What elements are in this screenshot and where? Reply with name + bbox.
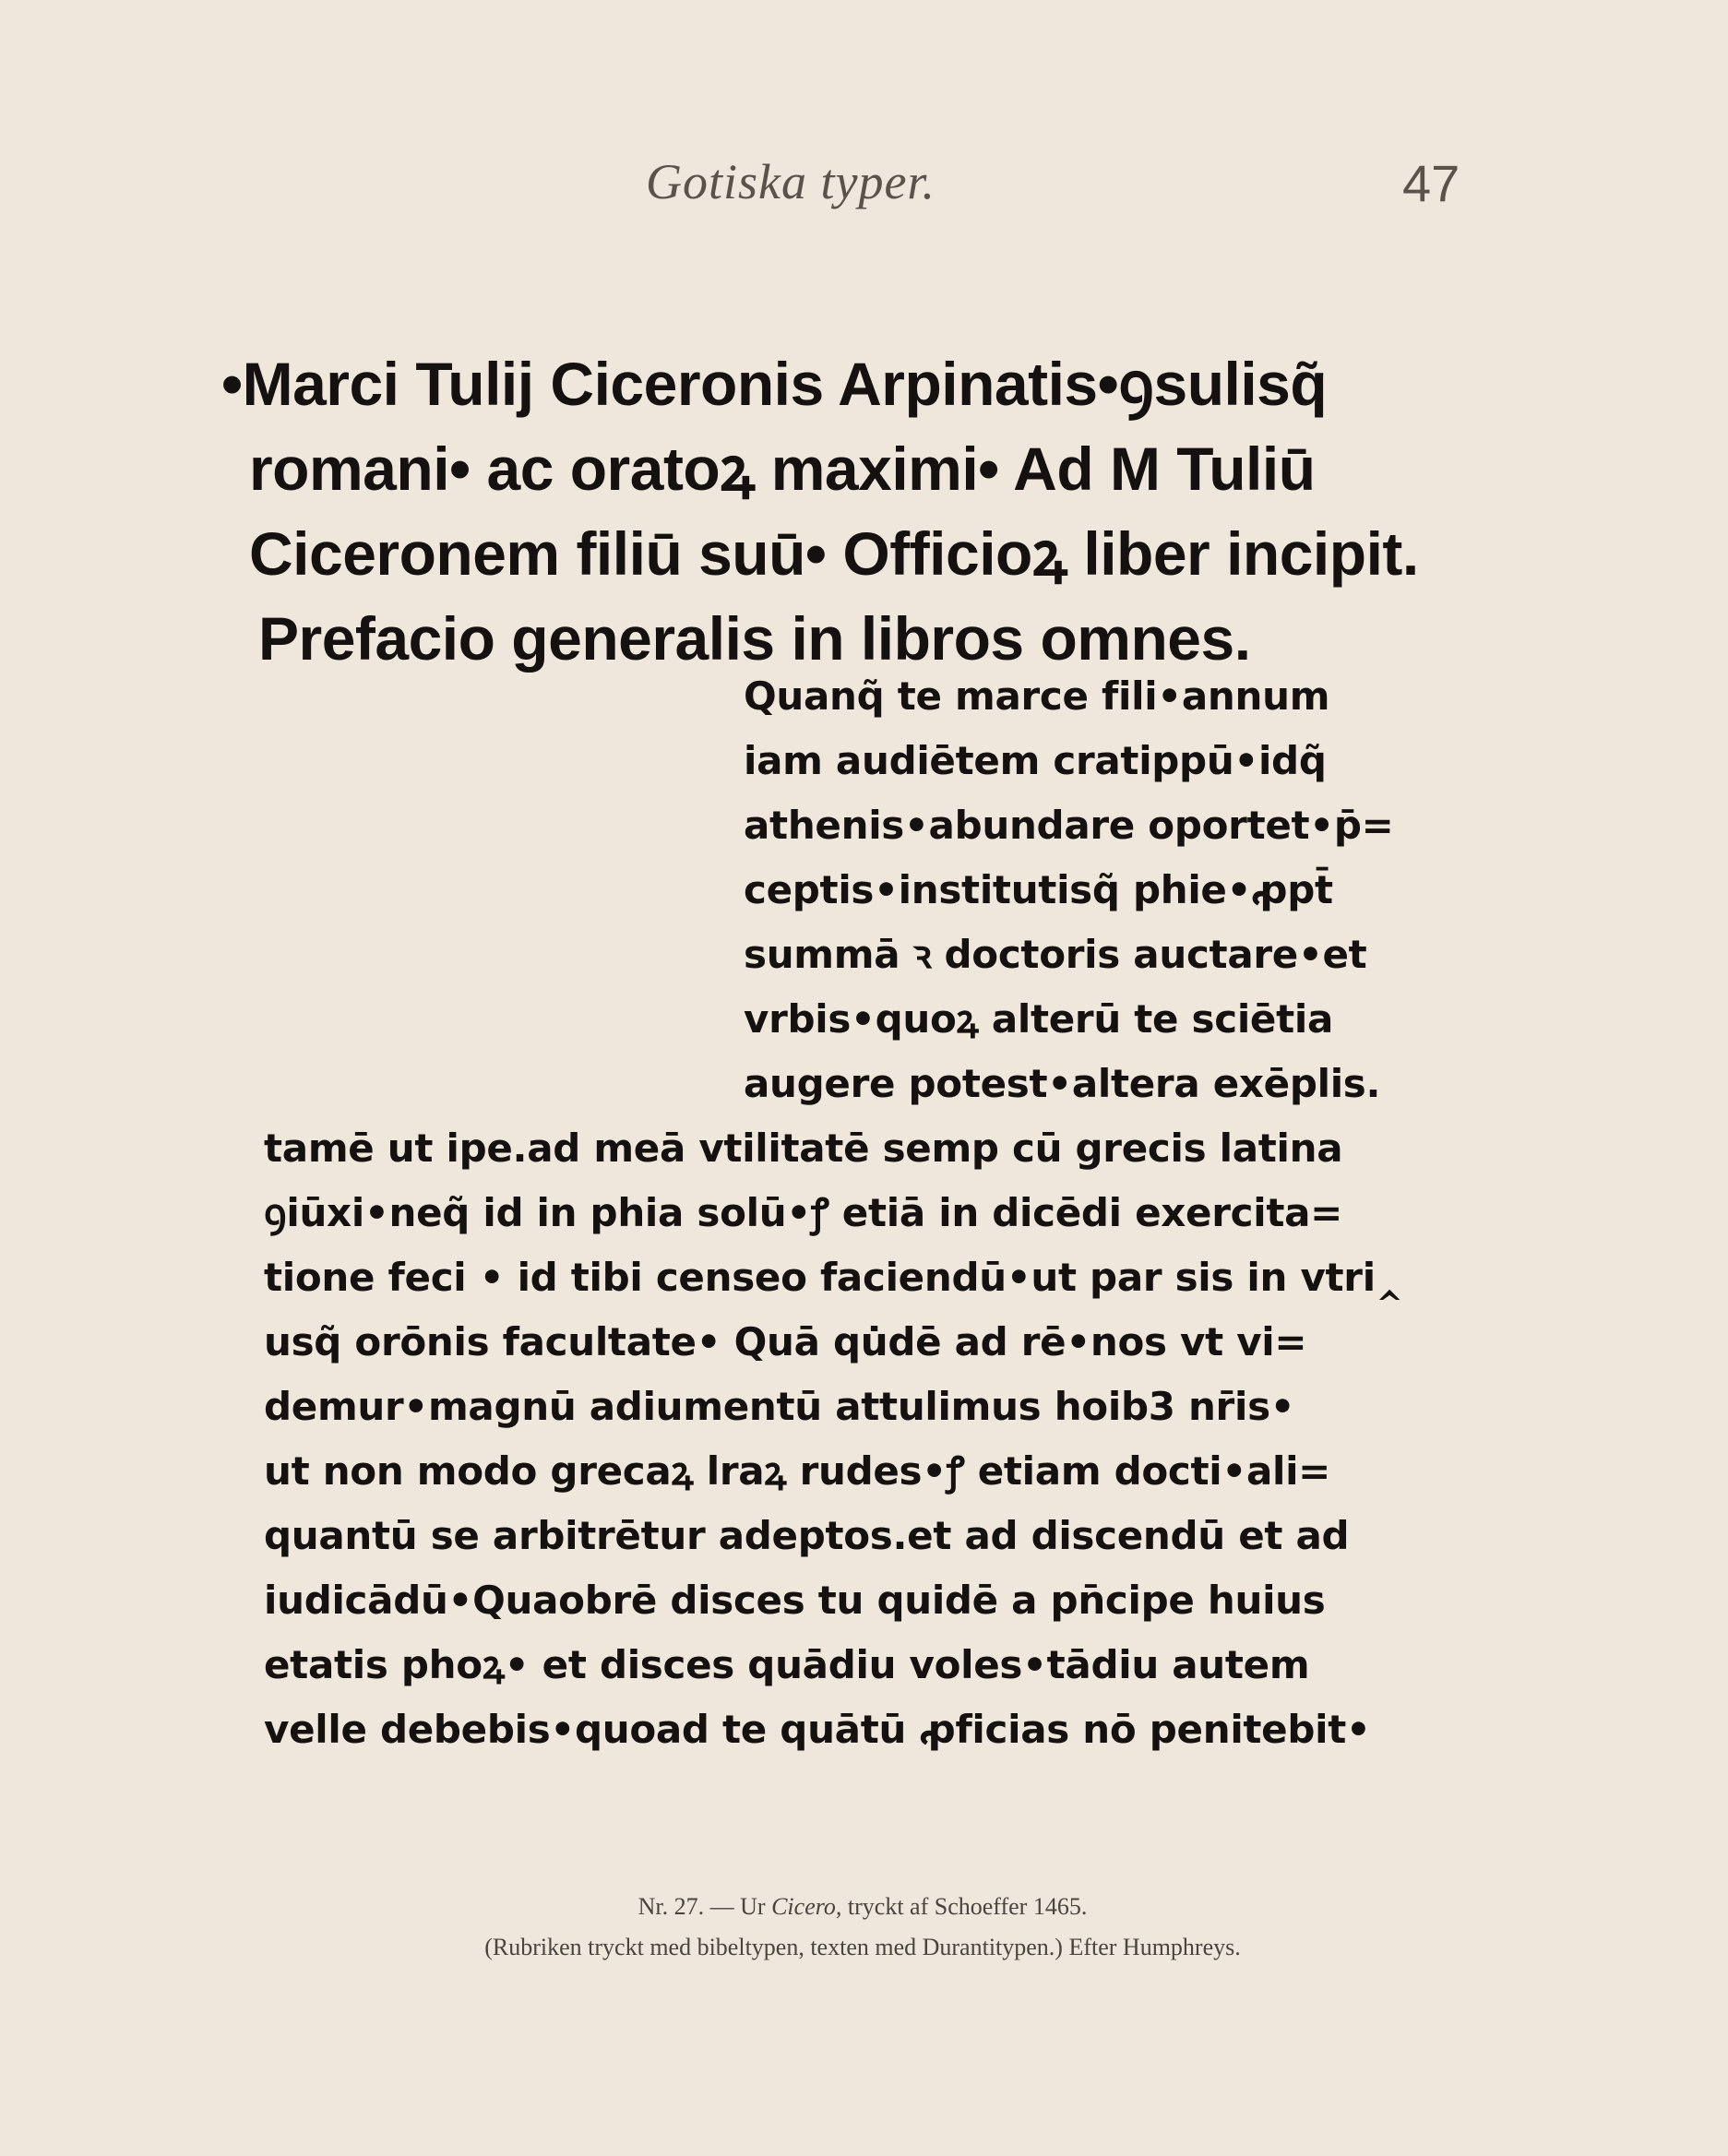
running-title: Gotiska typer.	[646, 154, 936, 209]
body-line: augere potest•altera exēplis.	[744, 1061, 1381, 1106]
rubric-line: •Marci Tulij Ciceronis Arpinatis•ꝯsulisq̃	[221, 350, 1328, 418]
rubric-line: Prefacio generalis in libros omnes.	[258, 604, 1251, 673]
body-line: iudicādū•Quaobrē disces tu quidē a pn̄cipe huius	[264, 1578, 1326, 1623]
body-line: quantū se arbitrētur adeptos.et ad discendū et ad	[264, 1513, 1350, 1558]
caption-line-2: (Rubriken tryckt med bibeltypen, texten med Durantitypen.) Efter Humphreys.	[484, 1934, 1241, 1960]
caption-title: Cicero,	[771, 1893, 842, 1920]
body-line: ceptis•institutisq̃ phie•ꝓpt̄	[744, 867, 1333, 912]
body-line: vrbis•quoꝝ alterū te sciētia	[744, 996, 1334, 1042]
body-text	[264, 664, 1404, 1762]
body-line: Quanq̃ te marce fili•annum	[744, 673, 1330, 719]
body-line: ut non modo grecaꝝ lraꝝ rudes•ꝭ etiam docti•ali=	[264, 1448, 1331, 1494]
body-line: demur•magnū adiumentū attulimus hoib3 nr̄is•	[264, 1384, 1295, 1429]
page-number: 47	[1402, 154, 1460, 212]
figure-caption	[240, 1887, 1485, 1968]
caption-prefix: Nr. 27. — Ur	[638, 1893, 772, 1920]
body-line: velle debebis•quoad te quātū ꝓficias nō penitebit•	[264, 1707, 1371, 1752]
body-line: ꝯiūxi•neq̃ id in phia solū•ꝭ etiā in dicēdi exercita=	[264, 1190, 1343, 1235]
rubric-heading	[221, 341, 1448, 681]
caption-line-1	[240, 1887, 1485, 1927]
rubric-line: Ciceronem filiū suū• Officioꝝ liber incipit.	[249, 519, 1419, 588]
body-line: tamē ut ipe.ad meā vtilitatē semp cū grecis latina	[264, 1126, 1343, 1171]
body-line: etatis phoꝝ• et disces quādiu voles•tādiu autem	[264, 1642, 1310, 1687]
caption-suffix: tryckt af Schoeffer 1465.	[841, 1893, 1088, 1920]
rubric-line: romani• ac oratoꝝ maximi• Ad M Tuliū	[249, 435, 1316, 503]
body-line: tione feci • id tibi censeo faciendū•ut par sis in vtri‸	[264, 1255, 1404, 1300]
body-line: athenis•abundare oportet•p̄=	[744, 803, 1394, 848]
body-line: summā ꝛ doctoris auctare•et	[744, 932, 1367, 977]
body-line: iam audiētem cratippū•idq̃	[744, 738, 1327, 783]
body-line: usq̃ orōnis facultate• Quā qu̇dē ad rē•nos vt vi=	[264, 1319, 1307, 1364]
